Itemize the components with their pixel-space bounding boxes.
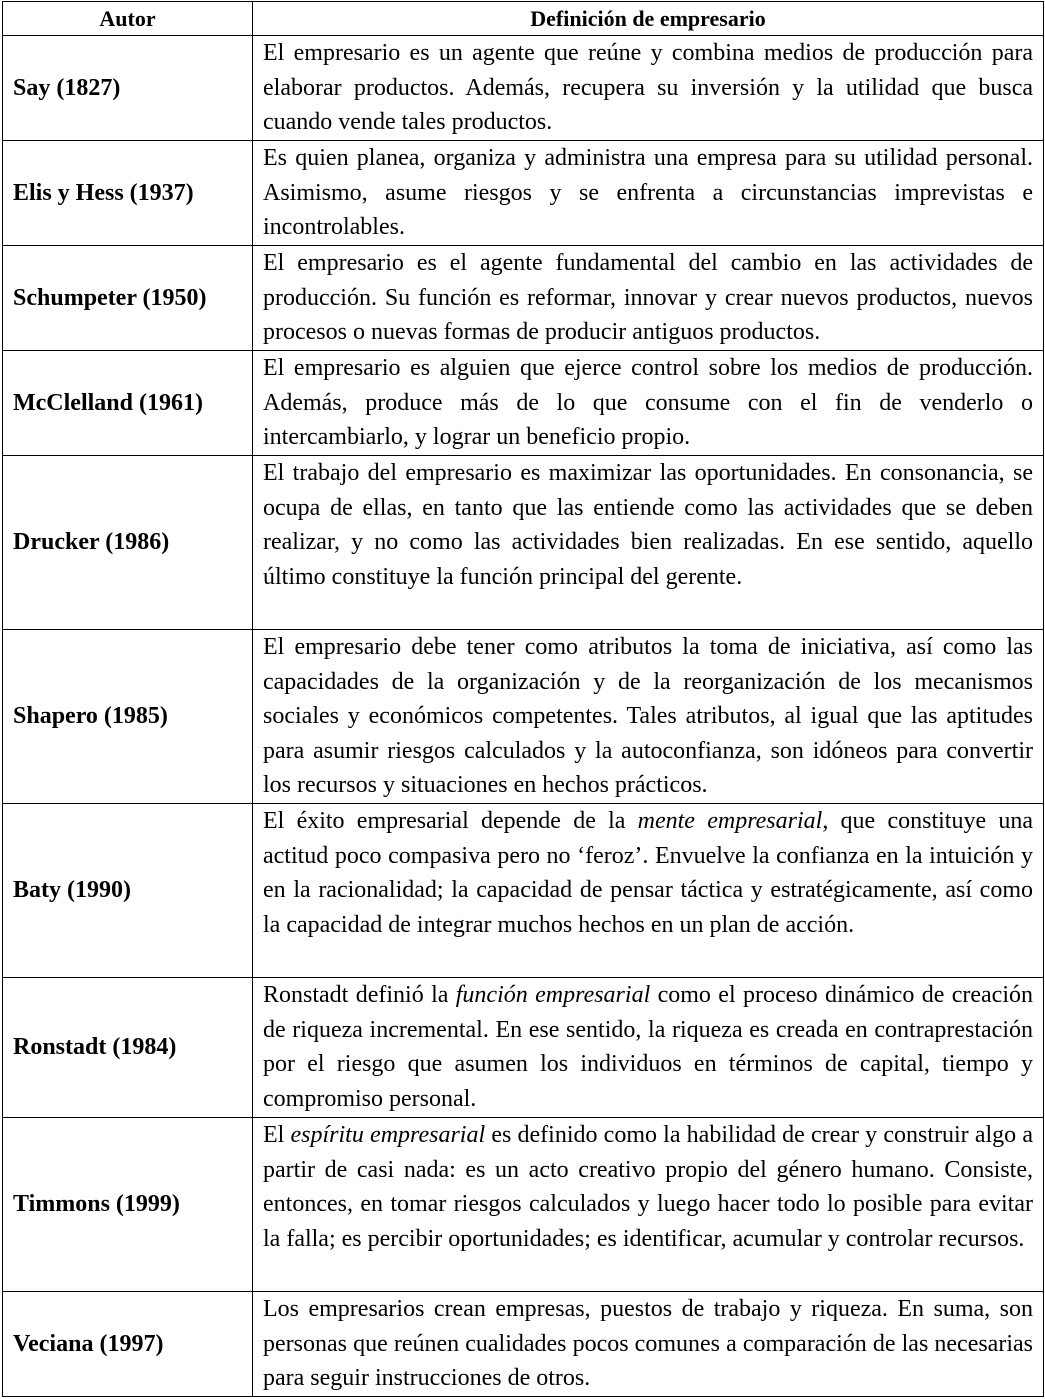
definitions-table	[2, 1, 1044, 1397]
author-column-header: Autor	[3, 2, 253, 36]
author-cell: Shapero (1985)	[3, 630, 253, 804]
definition-cell	[253, 246, 1044, 351]
author-cell: Baty (1990)	[3, 804, 253, 978]
table-row	[3, 978, 1044, 1118]
author-cell: Timmons (1999)	[3, 1118, 253, 1292]
table-row	[3, 456, 1044, 630]
definition-cell	[253, 36, 1044, 141]
definition-column-header: Definición de empresario	[253, 2, 1044, 36]
definition-text: Es quien planea, organiza y administra una empresa para su utilidad personal. Asimismo, asume riesgos y se enfrenta a circunstancias imprevistas e incontrolables.	[263, 145, 1033, 240]
definition-cell	[253, 630, 1044, 804]
table-row	[3, 246, 1044, 351]
definition-cell	[253, 978, 1044, 1118]
table-row	[3, 1292, 1044, 1397]
author-cell: Schumpeter (1950)	[3, 246, 253, 351]
definition-text: El empresario es alguien que ejerce control sobre los medios de producción. Además, produce más de lo que consume con el fin de venderlo o intercambiarlo, y lograr un beneficio propio.	[263, 355, 1033, 450]
definition-text: Los empresarios crean empresas, puestos de trabajo y riqueza. En suma, son personas que reúnen cualidades pocos comunes a comparación de las necesarias para seguir instrucciones de otros.	[263, 1296, 1033, 1391]
table-row	[3, 630, 1044, 804]
definition-text: El	[263, 1122, 291, 1148]
definition-text: El empresario es el agente fundamental del cambio en las actividades de producción. Su función es reformar, innovar y crear nuevos productos, nuevos procesos o nuevas formas de producir antiguos productos.	[263, 250, 1033, 345]
table-row	[3, 141, 1044, 246]
author-cell: Say (1827)	[3, 36, 253, 141]
definition-text: Ronstadt definió la	[263, 982, 456, 1008]
author-cell: McClelland (1961)	[3, 351, 253, 456]
header-row	[3, 2, 1044, 36]
author-cell: Drucker (1986)	[3, 456, 253, 630]
definition-emphasis: mente empresarial	[637, 808, 823, 834]
definition-text: El empresario debe tener como atributos la toma de iniciativa, así como las capacidades de la organización y de la reorganización de los mecanismos sociales y económicos competentes. Tales atributos, al igual que las aptitudes para asumir riesgos calculados y la autoconfianza, son idóneos para convertir los recursos y situaciones en hechos prácticos.	[263, 634, 1033, 798]
author-cell: Elis y Hess (1937)	[3, 141, 253, 246]
author-cell: Ronstadt (1984)	[3, 978, 253, 1118]
definition-emphasis: función empresarial	[455, 982, 651, 1008]
definition-text: como el proceso dinámico de creación de riqueza incremental. En ese sentido, la riqueza es creada en contraprestación por el riesgo que asumen los individuos en términos de capital, tiempo y compromiso personal.	[263, 982, 1033, 1112]
definition-cell	[253, 1118, 1044, 1292]
author-cell: Veciana (1997)	[3, 1292, 253, 1397]
definition-text: es definido como la habilidad de crear y construir algo a partir de casi nada: es un acto creativo propio del género humano. Consiste, entonces, en tomar riesgos calculados y luego hacer todo lo posible para evitar la falla; es percibir oportunidades; es identificar, acumular y controlar recursos.	[263, 1122, 1033, 1252]
table-row	[3, 36, 1044, 141]
table-row	[3, 804, 1044, 978]
definition-text: , que constituye una actitud poco compasiva pero no ‘feroz’. Envuelve la confianza en la intuición y en la racionalidad; la capacidad de pensar táctica y estratégicamente, así como la capacidad de integrar muchos hechos en un plan de acción.	[263, 808, 1034, 938]
definition-cell	[253, 351, 1044, 456]
definition-emphasis: espíritu empresarial	[290, 1122, 486, 1148]
definition-text: El trabajo del empresario es maximizar las oportunidades. En consonancia, se ocupa de ellas, en tanto que las entiende como las actividades que se deben realizar, y no como las actividades bien realizadas. En ese sentido, aquello último constituye la función principal del gerente.	[263, 460, 1033, 590]
definition-cell	[253, 804, 1044, 978]
table-row	[3, 351, 1044, 456]
definition-text: El éxito empresarial depende de la	[263, 808, 638, 834]
definition-cell	[253, 1292, 1044, 1397]
definition-cell	[253, 141, 1044, 246]
table-row	[3, 1118, 1044, 1292]
definition-text: El empresario es un agente que reúne y combina medios de producción para elaborar productos. Además, recupera su inversión y la utilidad que busca cuando vende tales productos.	[263, 40, 1033, 135]
definition-cell	[253, 456, 1044, 630]
